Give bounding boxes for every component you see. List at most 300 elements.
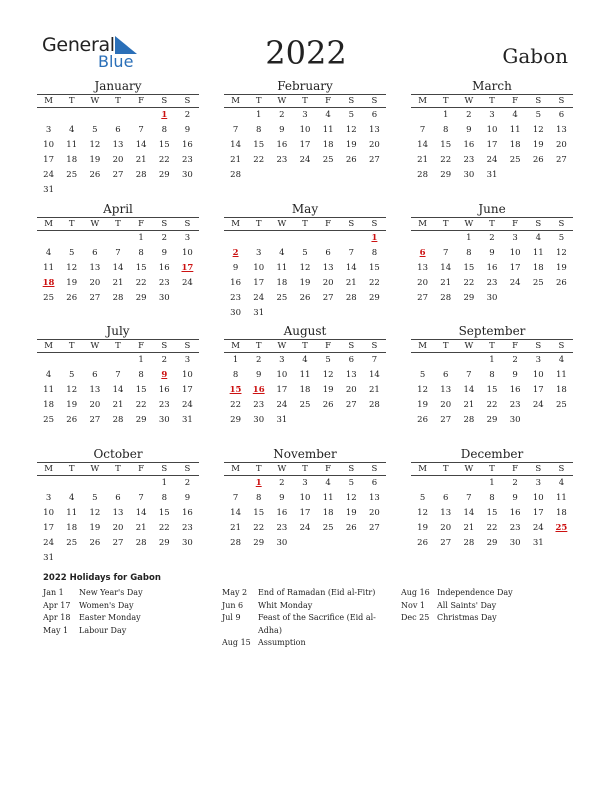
day-cell: 24	[532, 400, 544, 410]
weekday-header	[37, 94, 199, 108]
day-cell: 25	[509, 155, 521, 165]
month-name: October	[93, 447, 143, 461]
holiday-date: Nov 1	[401, 600, 425, 610]
day-cell: 13	[369, 493, 380, 503]
day-cell: 21	[112, 400, 124, 410]
day-cell: 20	[89, 278, 101, 288]
weekday-header	[37, 462, 199, 476]
holiday-date: Dec 25	[401, 613, 430, 622]
holiday-name: Feast of the Sacrifice (Eid al-Adha)	[258, 613, 376, 635]
day-cell: 23	[253, 400, 265, 410]
day-cell: 19	[322, 385, 334, 395]
day-cell: 11	[43, 263, 54, 273]
day-cell: 27	[369, 155, 380, 165]
holiday-name: Women's Day	[79, 600, 134, 610]
day-cell: 3	[535, 355, 541, 365]
holiday-row	[222, 612, 394, 637]
month-june	[411, 202, 573, 306]
holiday-row	[43, 625, 215, 638]
day-cell: 6	[325, 248, 331, 258]
weekday-label: T	[302, 341, 308, 351]
day-cell: 27	[369, 523, 380, 533]
empty-day-cell	[224, 231, 247, 246]
day-cell: 18	[509, 140, 521, 150]
day-cell: 24	[299, 155, 311, 165]
day-cell: 2	[466, 110, 472, 120]
weekday-label: F	[512, 96, 519, 106]
empty-day-cell	[106, 108, 129, 123]
day-cell: 29	[253, 538, 265, 548]
weekday-label: S	[558, 219, 565, 229]
day-cell: 3	[45, 125, 52, 135]
day-cell: 6	[115, 493, 121, 503]
month-name: August	[283, 324, 327, 338]
holiday-day-cell: 1	[371, 233, 378, 243]
day-cell: 25	[322, 523, 334, 533]
weekday-label: W	[90, 219, 100, 229]
day-cell: 7	[115, 370, 121, 380]
weekday-label: S	[348, 464, 355, 474]
day-cell: 23	[230, 293, 241, 303]
weekday-label: M	[44, 464, 53, 474]
weekday-header	[224, 462, 386, 476]
month-december	[411, 447, 573, 551]
day-cell: 1	[138, 355, 144, 365]
day-cell: 2	[512, 478, 518, 488]
day-cell: 4	[558, 478, 565, 488]
day-cell: 18	[532, 263, 544, 273]
weekday-label: T	[255, 341, 262, 351]
holiday-row	[43, 612, 215, 625]
day-cell: 19	[417, 523, 428, 533]
day-cell: 30	[463, 170, 475, 180]
weekday-label: W	[277, 341, 287, 351]
day-cell: 3	[184, 355, 191, 365]
day-cell: 24	[509, 278, 521, 288]
day-cell: 23	[509, 400, 521, 410]
day-cell: 8	[232, 370, 239, 380]
day-cell: 9	[184, 493, 191, 503]
weekday-label: F	[138, 219, 145, 229]
day-cell: 22	[158, 155, 170, 165]
weekday-label: F	[325, 464, 332, 474]
day-cell: 9	[232, 263, 239, 273]
empty-day-cell	[83, 108, 106, 123]
day-cell: 13	[369, 125, 380, 135]
day-cell: 16	[509, 385, 521, 395]
day-cell: 8	[489, 493, 495, 503]
logo-text-blue: Blue	[98, 52, 134, 71]
day-cell: 2	[184, 478, 191, 488]
day-cell: 21	[135, 155, 147, 165]
month-august	[224, 324, 386, 428]
empty-day-cell	[270, 231, 293, 246]
weekday-header	[411, 462, 573, 476]
day-cell: 12	[417, 385, 428, 395]
empty-day-cell	[411, 231, 434, 246]
day-cell: 22	[158, 523, 170, 533]
day-cell: 25	[556, 400, 567, 410]
day-cell: 29	[230, 415, 241, 425]
empty-day-cell	[37, 108, 60, 123]
day-cell: 2	[512, 355, 518, 365]
day-cell: 30	[276, 538, 288, 548]
day-cell: 4	[45, 248, 52, 258]
day-cell: 15	[463, 263, 475, 273]
holiday-row	[222, 600, 394, 613]
weekday-label: W	[90, 464, 100, 474]
weekday-label: M	[44, 219, 53, 229]
day-cell: 13	[440, 385, 452, 395]
holiday-date: Jan 1	[43, 588, 64, 597]
holiday-row	[401, 600, 573, 613]
month-april	[37, 202, 199, 306]
day-cell: 26	[417, 415, 428, 425]
holiday-name: New Year's Day	[79, 588, 143, 597]
day-cell: 29	[440, 170, 452, 180]
empty-day-cell	[83, 231, 106, 246]
day-cell: 5	[302, 248, 308, 258]
day-cell: 2	[161, 355, 167, 365]
weekday-label: T	[255, 219, 262, 229]
day-cell: 5	[558, 233, 565, 243]
day-cell: 16	[182, 508, 193, 518]
day-cell: 21	[230, 155, 241, 165]
day-grid	[411, 353, 573, 428]
country-name: Gabon	[502, 44, 568, 68]
empty-day-cell	[60, 231, 83, 246]
day-cell: 17	[532, 508, 544, 518]
day-cell: 14	[230, 508, 241, 518]
day-grid	[224, 476, 386, 551]
day-cell: 19	[556, 263, 567, 273]
day-cell: 30	[158, 415, 170, 425]
day-cell: 14	[463, 385, 475, 395]
day-cell: 29	[463, 293, 475, 303]
day-cell: 27	[345, 400, 357, 410]
month-may	[224, 202, 386, 321]
day-cell: 21	[440, 278, 452, 288]
weekday-label: F	[138, 341, 145, 351]
weekday-label: S	[371, 464, 378, 474]
weekday-label: T	[68, 96, 75, 106]
day-cell: 27	[89, 293, 101, 303]
weekday-label: M	[418, 464, 427, 474]
day-cell: 6	[115, 125, 121, 135]
empty-day-cell	[106, 231, 129, 246]
day-cell: 29	[369, 293, 380, 303]
day-cell: 2	[161, 233, 167, 243]
weekday-header	[224, 94, 386, 108]
day-cell: 19	[532, 140, 544, 150]
holiday-row	[222, 637, 394, 650]
day-cell: 18	[66, 155, 78, 165]
day-cell: 27	[322, 293, 334, 303]
day-cell: 4	[69, 125, 75, 135]
holiday-date: May 2	[222, 588, 248, 597]
day-cell: 14	[112, 385, 124, 395]
day-cell: 21	[463, 400, 475, 410]
day-cell: 23	[509, 523, 521, 533]
weekday-label: T	[115, 464, 121, 474]
day-cell: 12	[89, 508, 101, 518]
weekday-label: S	[558, 96, 565, 106]
day-cell: 19	[66, 278, 78, 288]
day-cell: 20	[345, 385, 357, 395]
day-cell: 12	[66, 263, 78, 273]
weekday-label: S	[184, 96, 191, 106]
weekday-label: S	[558, 464, 565, 474]
day-cell: 2	[279, 110, 285, 120]
day-cell: 26	[89, 170, 101, 180]
holiday-date: May 1	[43, 625, 69, 635]
empty-day-cell	[106, 476, 129, 491]
day-cell: 22	[486, 400, 498, 410]
day-cell: 11	[509, 125, 521, 135]
day-cell: 14	[417, 140, 428, 150]
holiday-day-cell: 1	[161, 110, 168, 120]
day-cell: 28	[135, 170, 147, 180]
day-cell: 28	[463, 538, 475, 548]
day-cell: 4	[535, 233, 541, 243]
day-grid	[411, 108, 573, 183]
empty-day-cell	[37, 231, 60, 246]
day-cell: 23	[463, 155, 475, 165]
weekday-label: T	[442, 96, 449, 106]
day-cell: 7	[371, 355, 378, 365]
weekday-label: T	[115, 219, 121, 229]
day-cell: 23	[158, 278, 170, 288]
holidays-column	[401, 587, 573, 625]
empty-day-cell	[224, 108, 247, 123]
holidays-title: 2022 Holidays for Gabon	[43, 573, 161, 583]
weekday-label: W	[464, 219, 474, 229]
day-cell: 2	[184, 110, 191, 120]
day-cell: 17	[299, 140, 311, 150]
day-cell: 11	[43, 385, 54, 395]
day-cell: 1	[489, 355, 495, 365]
day-cell: 18	[43, 400, 54, 410]
day-cell: 11	[66, 508, 78, 518]
empty-day-cell	[37, 476, 60, 491]
day-cell: 13	[345, 370, 357, 380]
empty-day-cell	[247, 231, 270, 246]
day-cell: 31	[486, 170, 498, 180]
day-cell: 8	[161, 493, 167, 503]
holiday-row	[43, 600, 215, 613]
day-cell: 14	[463, 508, 475, 518]
weekday-label: S	[161, 464, 168, 474]
month-name: February	[277, 79, 333, 93]
day-cell: 5	[348, 110, 354, 120]
day-cell: 8	[371, 248, 378, 258]
day-cell: 3	[256, 248, 262, 258]
day-cell: 28	[112, 293, 124, 303]
weekday-label: T	[255, 96, 262, 106]
day-cell: 1	[443, 110, 449, 120]
day-cell: 3	[302, 110, 308, 120]
day-cell: 19	[89, 155, 101, 165]
day-cell: 24	[43, 170, 54, 180]
day-cell: 7	[443, 248, 449, 258]
day-cell: 6	[92, 370, 98, 380]
day-cell: 17	[532, 385, 544, 395]
empty-day-cell	[60, 353, 83, 368]
day-cell: 26	[66, 415, 78, 425]
day-cell: 21	[369, 385, 380, 395]
weekday-label: M	[44, 341, 53, 351]
day-cell: 28	[440, 293, 452, 303]
weekday-label: T	[489, 96, 495, 106]
holiday-name: Independence Day	[437, 588, 513, 597]
weekday-label: F	[512, 219, 519, 229]
day-cell: 20	[112, 523, 124, 533]
day-cell: 14	[440, 263, 452, 273]
day-cell: 7	[115, 248, 121, 258]
day-cell: 20	[417, 278, 428, 288]
day-cell: 20	[112, 155, 124, 165]
day-cell: 16	[463, 140, 475, 150]
day-cell: 20	[369, 508, 380, 518]
day-cell: 21	[417, 155, 428, 165]
month-name: January	[94, 79, 142, 93]
weekday-label: M	[418, 341, 427, 351]
day-cell: 1	[161, 478, 167, 488]
empty-day-cell	[457, 353, 480, 368]
month-july	[37, 324, 199, 428]
day-cell: 4	[558, 355, 565, 365]
month-january	[37, 79, 199, 198]
holiday-date: Aug 16	[401, 588, 430, 597]
day-cell: 10	[532, 493, 544, 503]
day-cell: 26	[532, 155, 544, 165]
weekday-label: T	[489, 341, 495, 351]
day-cell: 23	[158, 400, 170, 410]
holidays-column	[222, 587, 394, 650]
day-cell: 30	[230, 308, 241, 318]
day-cell: 15	[158, 508, 170, 518]
day-cell: 8	[256, 493, 262, 503]
day-cell: 16	[276, 140, 288, 150]
day-grid	[37, 353, 199, 428]
day-cell: 5	[535, 110, 541, 120]
day-cell: 26	[417, 538, 428, 548]
day-cell: 10	[43, 140, 54, 150]
empty-day-cell	[83, 353, 106, 368]
month-name: September	[458, 324, 526, 338]
weekday-label: S	[348, 341, 355, 351]
day-cell: 29	[135, 415, 147, 425]
day-cell: 11	[532, 248, 544, 258]
logo-text-general: General	[42, 34, 115, 56]
day-cell: 13	[440, 508, 452, 518]
month-february	[224, 79, 386, 183]
day-cell: 8	[161, 125, 167, 135]
day-cell: 11	[556, 493, 567, 503]
weekday-label: S	[161, 96, 168, 106]
day-cell: 8	[466, 248, 472, 258]
day-cell: 31	[532, 538, 544, 548]
day-cell: 22	[486, 523, 498, 533]
day-cell: 6	[348, 355, 354, 365]
month-name: December	[460, 447, 524, 461]
day-cell: 23	[182, 155, 193, 165]
weekday-label: F	[512, 341, 519, 351]
empty-day-cell	[340, 231, 363, 246]
holiday-row	[401, 587, 573, 600]
weekday-header	[224, 217, 386, 231]
empty-day-cell	[411, 476, 434, 491]
day-cell: 31	[182, 415, 193, 425]
day-cell: 24	[182, 400, 193, 410]
day-cell: 7	[232, 493, 239, 503]
day-cell: 26	[299, 293, 311, 303]
day-cell: 5	[325, 355, 331, 365]
empty-day-cell	[411, 108, 434, 123]
holiday-day-cell: 17	[181, 263, 194, 273]
day-cell: 26	[345, 155, 357, 165]
day-cell: 4	[325, 110, 331, 120]
day-cell: 25	[43, 293, 54, 303]
empty-day-cell	[83, 476, 106, 491]
day-cell: 10	[532, 370, 544, 380]
day-cell: 24	[253, 293, 265, 303]
holiday-name: All Saints' Day	[437, 600, 497, 610]
weekday-label: S	[535, 464, 542, 474]
day-cell: 26	[345, 523, 357, 533]
day-cell: 10	[299, 493, 311, 503]
day-cell: 15	[369, 263, 380, 273]
day-cell: 22	[253, 523, 265, 533]
day-cell: 11	[322, 125, 334, 135]
empty-day-cell	[317, 231, 340, 246]
day-cell: 10	[276, 370, 288, 380]
day-cell: 18	[322, 140, 334, 150]
empty-day-cell	[224, 476, 247, 491]
day-grid	[37, 231, 199, 306]
day-cell: 13	[89, 385, 101, 395]
day-cell: 16	[509, 508, 521, 518]
day-cell: 29	[158, 170, 170, 180]
day-cell: 20	[322, 278, 334, 288]
day-cell: 7	[232, 125, 239, 135]
day-cell: 22	[135, 278, 147, 288]
day-cell: 28	[230, 170, 241, 180]
empty-day-cell	[130, 108, 153, 123]
day-cell: 1	[489, 478, 495, 488]
day-cell: 3	[184, 233, 191, 243]
weekday-label: W	[90, 341, 100, 351]
day-cell: 19	[417, 400, 428, 410]
weekday-label: T	[68, 341, 75, 351]
day-cell: 12	[417, 508, 428, 518]
day-cell: 20	[556, 140, 567, 150]
day-cell: 11	[66, 140, 78, 150]
day-cell: 30	[486, 293, 498, 303]
day-cell: 15	[135, 263, 147, 273]
day-cell: 25	[532, 278, 544, 288]
day-cell: 25	[299, 400, 311, 410]
day-cell: 15	[486, 508, 498, 518]
day-cell: 15	[135, 385, 147, 395]
day-grid	[37, 108, 199, 198]
weekday-label: M	[231, 341, 240, 351]
day-cell: 18	[322, 508, 334, 518]
day-cell: 3	[279, 355, 285, 365]
day-cell: 9	[161, 248, 167, 258]
day-cell: 24	[182, 278, 193, 288]
day-cell: 4	[302, 355, 308, 365]
